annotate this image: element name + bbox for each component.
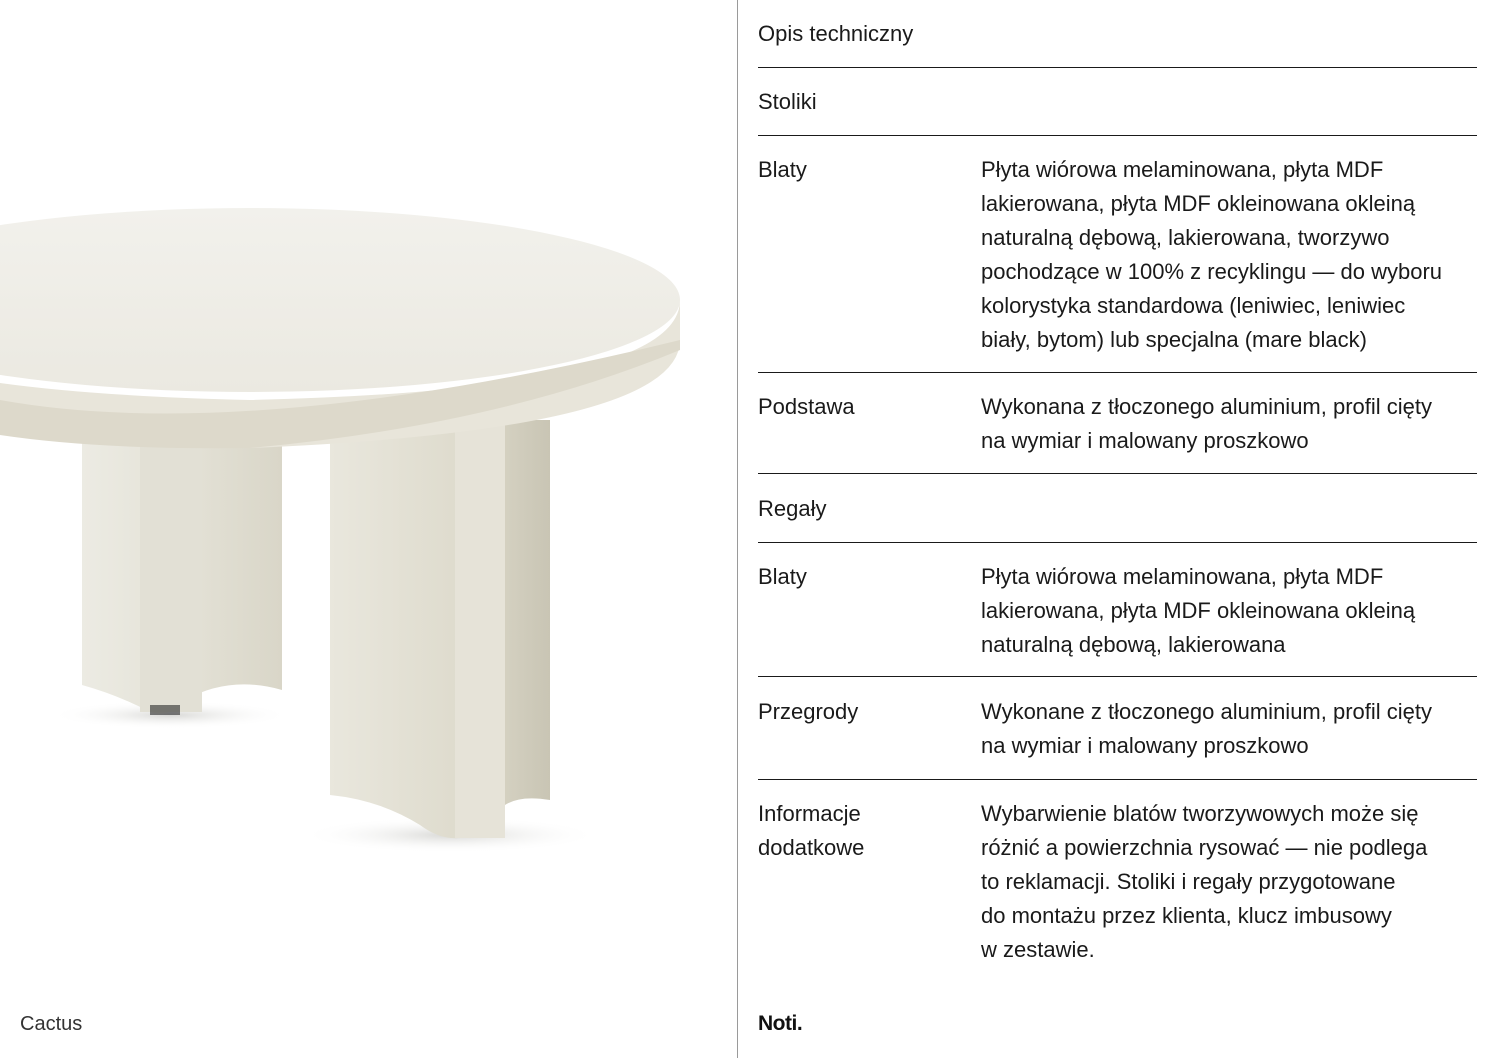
spec-label: Blaty bbox=[758, 157, 807, 182]
spec-row-tables-tops bbox=[758, 136, 1477, 373]
spec-value: Wybarwienie blatów tworzywowych może się różnić a powierzchnia rysować — nie podlega to reklamacji. Stoliki i regały przygotowane do montażu przez klienta, klucz imbusowy w zestawie. bbox=[981, 801, 1428, 962]
product-photo bbox=[0, 0, 737, 1058]
section-tables-heading: Stoliki bbox=[758, 89, 817, 114]
section-tables-row bbox=[758, 68, 1477, 136]
spec-label: Informacje dodatkowe bbox=[758, 801, 865, 860]
spec-row-shelves-partitions bbox=[758, 677, 1477, 780]
spec-value: Wykonane z tłoczonego aluminium, profil cięty na wymiar i malowany proszkowo bbox=[981, 699, 1433, 758]
technical-spec bbox=[758, 0, 1477, 980]
spec-row-shelves-tops bbox=[758, 543, 1477, 677]
spec-title-row bbox=[758, 0, 1477, 68]
product-name-caption: Cactus bbox=[20, 1013, 83, 1035]
spec-label: Podstawa bbox=[758, 394, 855, 419]
spec-title: Opis techniczny bbox=[758, 21, 914, 46]
spec-row-additional-info bbox=[758, 780, 1477, 980]
spec-label: Blaty bbox=[758, 564, 807, 589]
section-shelves-heading: Regały bbox=[758, 496, 827, 521]
spec-value: Wykonana z tłoczonego aluminium, profil cięty na wymiar i malowany proszkowo bbox=[981, 394, 1433, 453]
section-shelves-row bbox=[758, 474, 1477, 543]
product-photo-panel bbox=[0, 0, 737, 1058]
spec-row-tables-base bbox=[758, 373, 1477, 474]
spec-value: Płyta wiórowa melaminowana, płyta MDF lakierowana, płyta MDF okleinowana okleiną naturalną dębową, lakierowana, tworzywo pochodzące w 100% z recyklingu — do wyboru kolorystyka standardowa (leniwiec, leniwiec biały, bytom) lub specjalna (mare black) bbox=[981, 157, 1443, 352]
brand-logo: Noti. bbox=[758, 1012, 803, 1035]
page-divider bbox=[737, 0, 738, 1058]
spec-label: Przegrody bbox=[758, 699, 859, 724]
spec-value: Płyta wiórowa melaminowana, płyta MDF lakierowana, płyta MDF okleinowana okleiną naturalną dębową, lakierowana bbox=[981, 564, 1416, 657]
